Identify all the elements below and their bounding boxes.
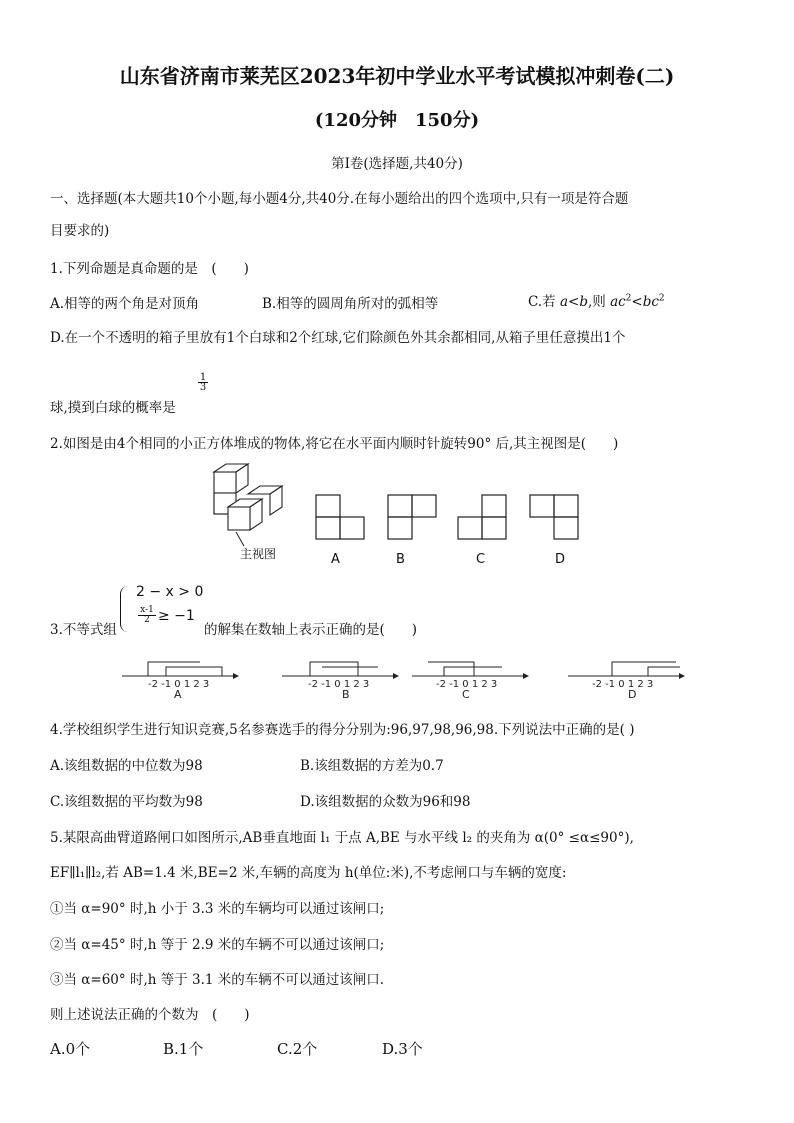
q3-system-fraction: $\frac{x-1}{2}$: [138, 606, 156, 625]
section-heading: 第Ⅰ卷(选择题,共40分): [331, 156, 463, 172]
q2-option-b-view: [388, 495, 436, 539]
q2-label-a: A: [331, 552, 340, 567]
q5-option-c: C.2个: [277, 1040, 318, 1058]
q1-fraction: $\frac{1}{3}$: [199, 372, 207, 393]
q3-label-b: B: [342, 688, 350, 700]
q4-option-c: C.该组数据的平均数为98: [50, 794, 203, 810]
q3-system-line-1: 2 − x > 0: [136, 584, 204, 600]
intro-line-1: 一、选择题(本大题共10个小题,每小题4分,共40分.在每小题给出的四个选项中,只有一项是符合题: [50, 191, 629, 207]
q4-option-d: D.该组数据的众数为96和98: [300, 794, 471, 810]
page-title: 山东省济南市莱芜区2023年初中学业水平考试模拟冲刺卷(二): [119, 64, 675, 88]
q5-statement-1: ①当 α=90° 时,h 小于 3.3 米的车辆均可以通过该闸口;: [50, 901, 385, 917]
q4-option-a: A.该组数据的中位数为98: [50, 758, 203, 774]
q1-option-a: A.相等的两个角是对顶角: [50, 296, 200, 312]
q3-label-d: D: [628, 688, 637, 700]
q5-option-a: A.0个: [50, 1040, 91, 1058]
q1-option-d-line-1: D.在一个不透明的箱子里放有1个白球和2个红球,它们除颜色外其余都相同,从箱子里任意摸出1个: [50, 330, 626, 346]
q3-brace: [120, 586, 129, 632]
q2-stem: 2.如图是由4个相同的小正方体堆成的物体,将它在水平面内顺时针旋转90° 后,其主视图是( ): [50, 436, 619, 452]
q2-label-b: B: [396, 552, 405, 567]
q4-option-b: B.该组数据的方差为0.7: [300, 758, 444, 774]
q1-stem: 1.下列命题是真命题的是 ( ): [50, 261, 249, 277]
q3-ticks-c: -2 -1 0 1 2 3: [436, 679, 498, 690]
q5-stem-line-1: 5.某限高曲臂道路闸口如图所示,AB垂直地面 l₁ 于点 A,BE 与水平线 l₂ 的夹角为 α(0° ≤α≤90°),: [50, 830, 634, 846]
q3-number-line-b: [282, 662, 398, 676]
q1-option-d-line-2: 球,摸到白球的概率是: [50, 400, 176, 416]
q1-option-c: C.若 a<b,则 $ac^2<bc^2$: [528, 293, 665, 310]
q3-stem-pre: 3.不等式组: [50, 622, 117, 638]
q3-number-line-a: [122, 662, 238, 676]
q4-stem: 4.学校组织学生进行知识竞赛,5名参赛选手的得分分别为:96,97,98,96,98.下列说法中正确的是( ): [50, 722, 635, 738]
q2-cube-stack: [214, 464, 282, 530]
q5-option-d: D.3个: [382, 1040, 423, 1058]
q5-statement-2: ②当 α=45° 时,h 等于 2.9 米的车辆不可以通过该闸口;: [50, 937, 385, 953]
q2-label-d: D: [555, 552, 566, 567]
q3-label-a: A: [174, 688, 182, 700]
q5-ask: 则上述说法正确的个数为 ( ): [50, 1007, 250, 1023]
q1-option-b: B.相等的圆周角所对的弧相等: [262, 296, 439, 312]
q2-option-d-view: [530, 495, 578, 539]
intro-line-2: 目要求的): [50, 223, 110, 239]
q3-ticks-a: -2 -1 0 1 2 3: [148, 679, 210, 690]
q3-number-lines: [110, 652, 690, 700]
q2-option-a-view: [316, 495, 364, 539]
q2-front-view-caption: 主视图: [240, 547, 277, 561]
q2-option-c-view: [458, 495, 506, 539]
q2-label-c: C: [476, 552, 486, 567]
q3-system-line-2: ≥ −1: [158, 608, 195, 624]
q5-option-b: B.1个: [163, 1040, 204, 1058]
q3-stem-post: 的解集在数轴上表示正确的是( ): [204, 622, 418, 638]
q5-stem-line-2: EF∥l₁∥l₂,若 AB=1.4 米,BE=2 米,车辆的高度为 h(单位:米),不考虑闸口与车辆的宽度:: [50, 865, 567, 881]
q3-ticks-b: -2 -1 0 1 2 3: [308, 679, 370, 690]
q5-statement-3: ③当 α=60° 时,h 等于 3.1 米的车辆不可以通过该闸口.: [50, 972, 385, 988]
page-subtitle: (120分钟 150分): [314, 110, 480, 131]
q3-number-line-c: [412, 662, 528, 676]
q3-number-line-d: [568, 662, 684, 676]
q3-ticks-d: -2 -1 0 1 2 3: [592, 679, 654, 690]
q3-label-c: C: [462, 688, 470, 700]
q2-figure: [200, 462, 610, 572]
